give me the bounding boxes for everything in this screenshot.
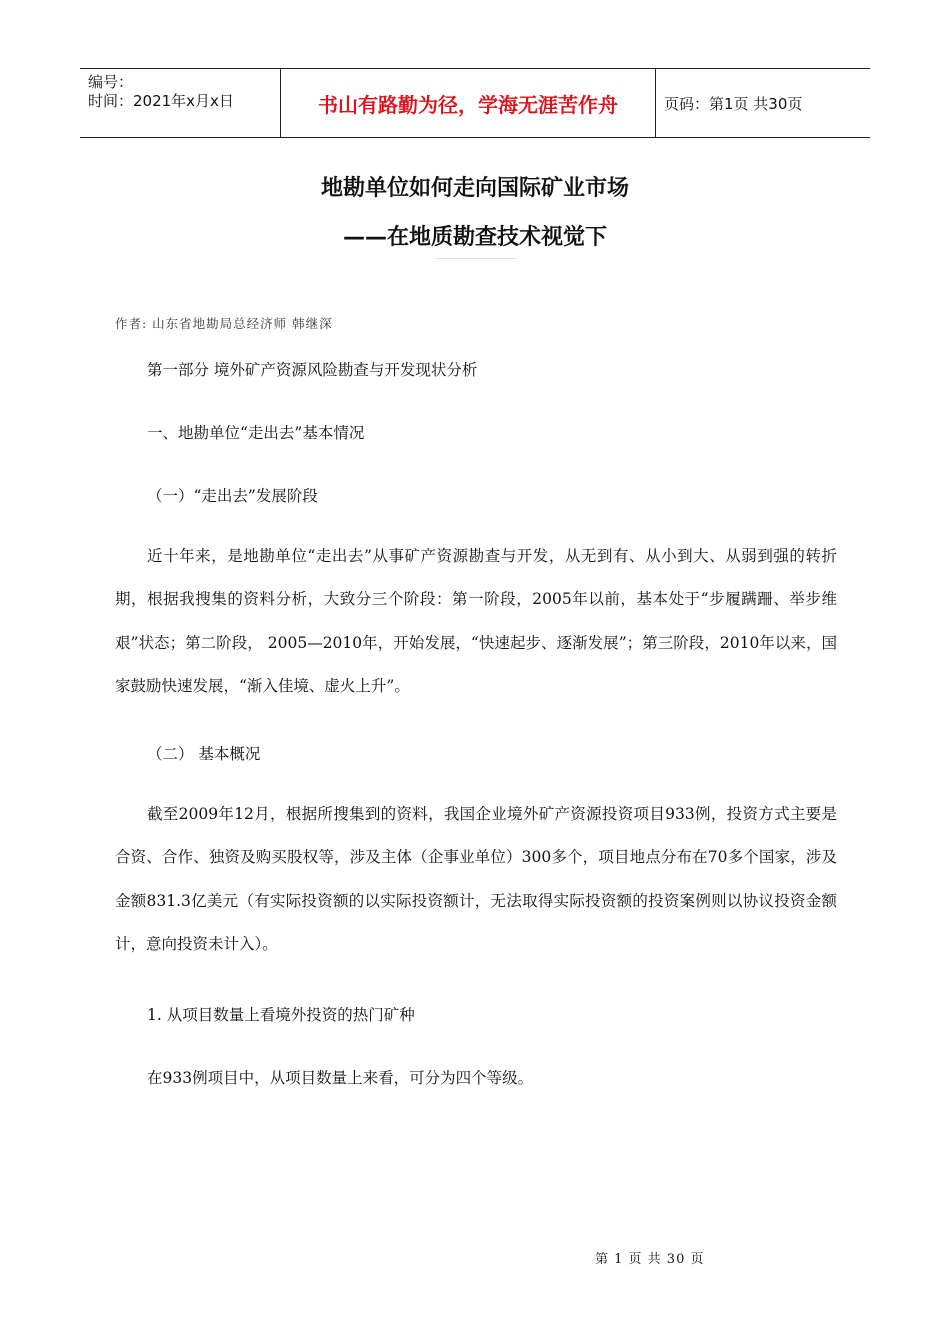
title-divider: [436, 258, 516, 259]
page-footer: 第 1 页 共 30 页: [595, 1252, 705, 1267]
subsection-heading-1: （一）“走出去”发展阶段: [147, 487, 318, 505]
subsection-heading-2: （二） 基本概况: [147, 745, 261, 763]
part-heading: 第一部分 境外矿产资源风险勘查与开发现状分析: [147, 361, 478, 379]
page-code: 页码：第1页 共30页: [664, 94, 803, 113]
header-table: [80, 68, 870, 138]
section-heading: 一、地勘单位“走出去”基本情况: [147, 424, 365, 442]
number-label: 编号：: [88, 73, 134, 91]
document-subtitle: ——在地质勘查技术视觉下: [342, 225, 607, 250]
paragraph-overview: 截至2009年12月，根据所搜集到的资料，我国企业境外矿产资源投资项目933例，投资方式主要是合资、合作、独资及购买股权等，涉及主体（企事业单位）300多个，项目地点分布在70多个国家，涉及金额831.3亿美元（有实际投资额的以实际投资额计，无法取得实际投资额的投资案例则以协议投资金额计，意向投资未计入）。: [115, 805, 837, 953]
motto-text: 书山有路勤为径，学海无涯苦作舟: [318, 92, 618, 117]
header-meta-cell: [80, 69, 281, 137]
time-label: 时间：2021年x月x日: [88, 92, 234, 110]
paragraph-stages: 近十年来，是地勘单位“走出去”从事矿产资源勘查与开发，从无到有、从小到大、从弱到强的转折期，根据我搜集的资料分析，大致分三个阶段：第一阶段，2005年以前，基本处于“步履蹒跚、举步维艰”状态；第二阶段， 2005—2010年，开始发展，“快速起步、逐渐发展”；第三阶段，2010年以来，国家鼓励快速发展，“渐入佳境、虚火上升”。: [115, 547, 837, 695]
header-motto-cell: [281, 69, 656, 137]
paragraph-levels: 在933例项目中，从项目数量上来看，可分为四个等级。: [147, 1069, 534, 1087]
header-page-cell: [656, 69, 870, 137]
list-item-heading: 1. 从项目数量上看境外投资的热门矿种: [147, 1006, 415, 1024]
author-line: 作者: 山东省地勘局总经济师 韩继深: [115, 316, 333, 331]
document-title: 地勘单位如何走向国际矿业市场: [320, 176, 629, 201]
